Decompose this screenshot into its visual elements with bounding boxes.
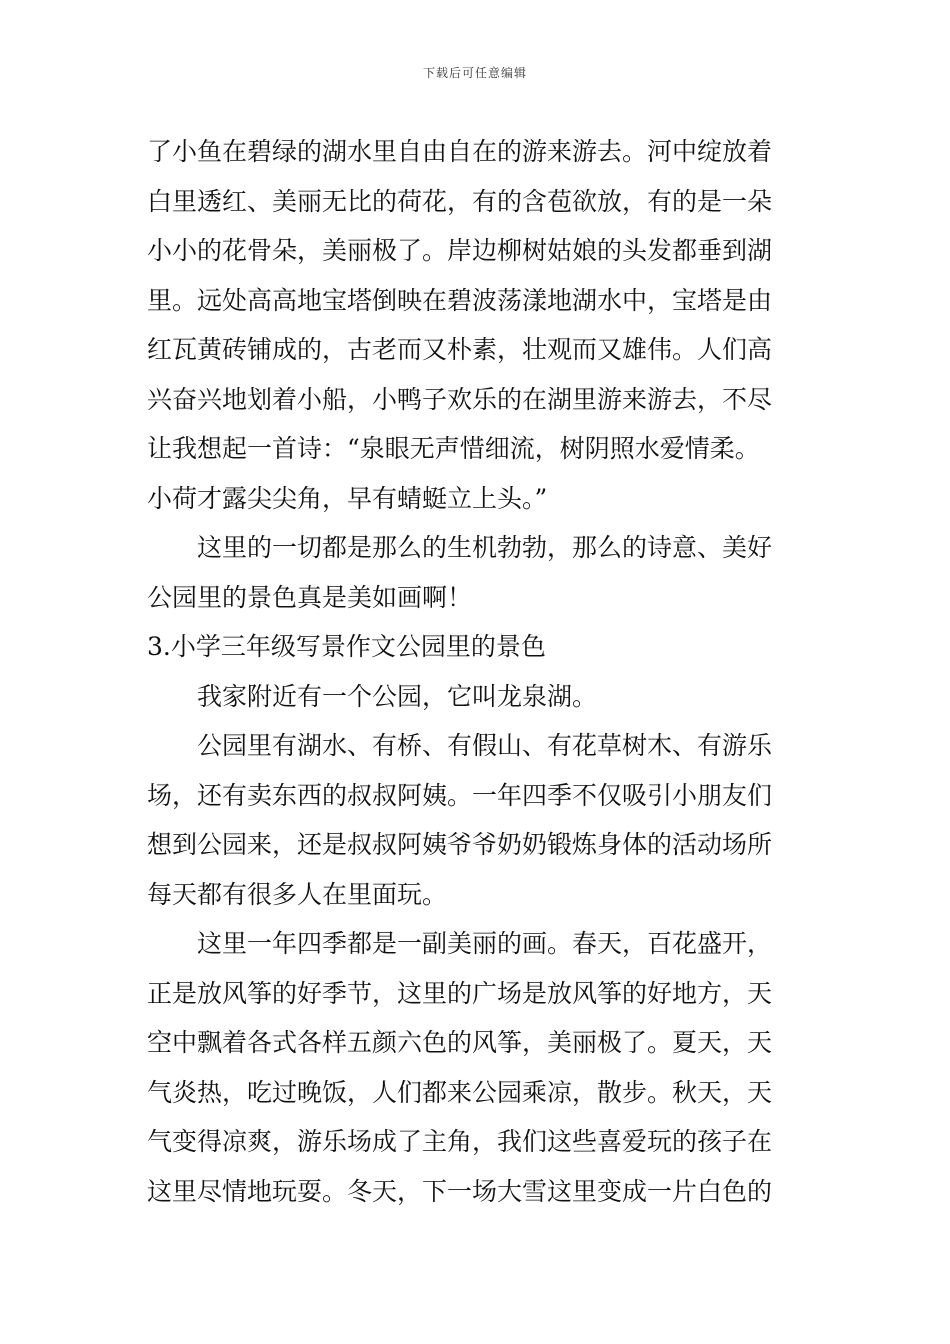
text-line: 正是放风筝的好季节，这里的广场是放风筝的好地方，天 bbox=[147, 978, 773, 1008]
text-line: 兴奋兴地划着小船，小鸭子欢乐的在湖里游来游去，不尽 bbox=[147, 384, 773, 414]
paragraph-start-line: 这里的一切都是那么的生机勃勃，那么的诗意、美好 bbox=[197, 533, 773, 562]
text-line: 这里尽情地玩耍。冬天，下一场大雪这里变成一片白色的 bbox=[147, 1176, 773, 1206]
text-line: 空中飘着各式各样五颜六色的风筝，美丽极了。夏天，天 bbox=[147, 1028, 773, 1057]
text-line: 白里透红、美丽无比的荷花，有的含苞欲放，有的是一朵 bbox=[147, 186, 773, 216]
text-line: 了小鱼在碧绿的湖水里自由自在的游来游去。河中绽放着 bbox=[147, 137, 773, 166]
text-line: 气炎热，吃过晚饭，人们都来公园乘凉，散步。秋天，天 bbox=[147, 1077, 773, 1107]
text-line: 想到公园来，还是叔叔阿姨爷爷奶奶锻炼身体的活动场所 bbox=[147, 830, 773, 859]
document-body bbox=[147, 127, 812, 1216]
text-line: 里。远处高高地宝塔倒映在碧波荡漾地湖水中，宝塔是由 bbox=[147, 285, 773, 315]
paragraph-start-line: 公园里有湖水、有桥、有假山、有花草树木、有游乐 bbox=[197, 731, 773, 760]
text-line: 公园里的景色真是美如画啊！ bbox=[147, 582, 473, 612]
text-line: 让我想起一首诗：“泉眼无声惜细流，树阴照水爱情柔。 bbox=[147, 434, 760, 463]
text-line: 每天都有很多人在里面玩。 bbox=[147, 879, 448, 909]
text-line: 场，还有卖东西的叔叔阿姨。一年四季不仅吸引小朋友们 bbox=[147, 780, 773, 810]
paragraph-start-line: 这里一年四季都是一副美丽的画。春天，百花盛开， bbox=[197, 929, 773, 958]
text-line: 小小的花骨朵，美丽极了。岸边柳树姑娘的头发都垂到湖 bbox=[147, 236, 773, 265]
page-header: 下载后可任意编辑 bbox=[422, 66, 527, 80]
section-heading: 3.小学三年级写景作文公园里的景色 bbox=[147, 632, 546, 661]
text-line: 红瓦黄砖铺成的，古老而又朴素，壮观而又雄伟。人们高 bbox=[147, 335, 773, 364]
paragraph-start-line: 我家附近有一个公园，它叫龙泉湖。 bbox=[197, 681, 598, 711]
text-line: 气变得凉爽，游乐场成了主角，我们这些喜爱玩的孩子在 bbox=[147, 1127, 773, 1156]
text-line: 小荷才露尖尖角，早有蜻蜓立上头。” bbox=[147, 483, 548, 513]
